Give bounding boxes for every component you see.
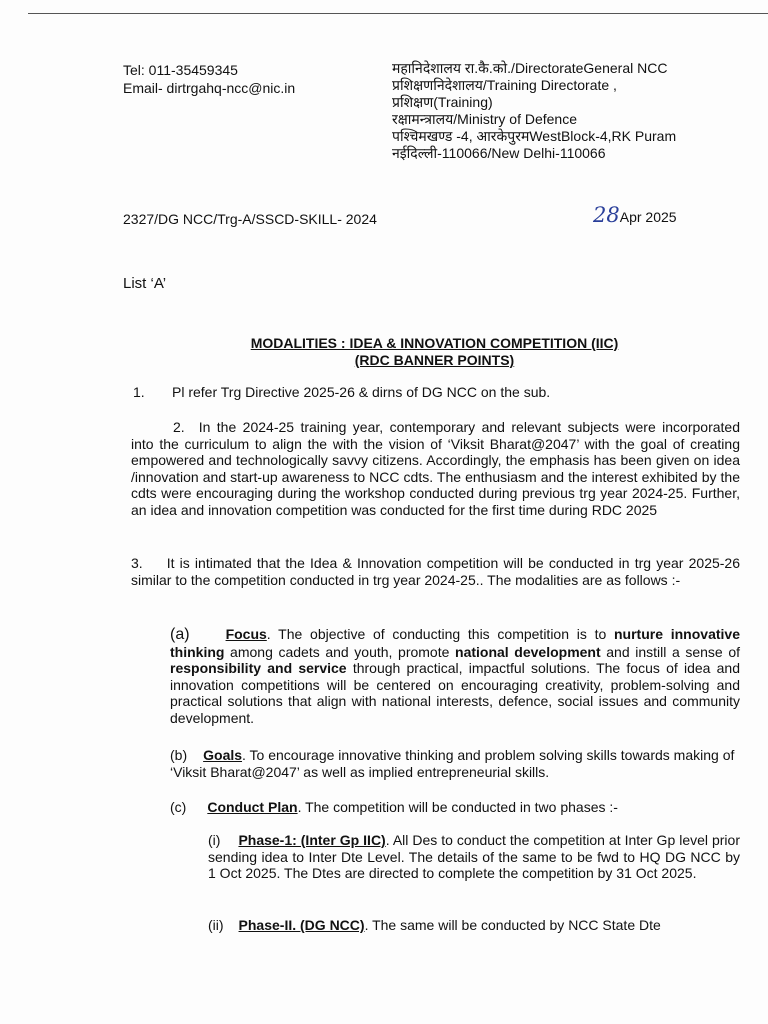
address-line: प्रशिक्षण(Training)	[392, 94, 493, 110]
focus-text-4: through practical, impactful solutions. The focus of idea and innovation competitions will be centered on encouraging creativity, problem-solving and practical solutions that align with national interests, defence, social issues and community development.	[170, 660, 740, 726]
sub-para-a	[170, 626, 740, 726]
top-rule	[28, 13, 768, 14]
address-line: प्रशिक्षणनिदेशालय/Training Directorate ,	[392, 77, 617, 93]
title-line-2: (RDC BANNER POINTS)	[354, 352, 515, 368]
address-line: नईदिल्ली-110066/New Delhi-110066	[392, 145, 606, 161]
para-2-text: In the 2024-25 training year, contemporary and relevant subjects were incorporated into the curriculum to align the with the vision of ‘Viksit Bharat@2047’ with the goal of creating empowered and technologically savvy citizens. Accordingly, the emphasis has been given on idea /innovation and start-up awareness to NCC cdts. The enthusiasm and the interest exhibited by the cdts were encouraging during the workshop conducted during previous trg year 2024-25. Further, an idea and innovation competition was conducted for the first time during RDC 2025	[131, 419, 740, 518]
handwritten-day: 28	[593, 203, 620, 227]
phase-1-label: (i)	[208, 832, 221, 848]
conduct-plan-text: . The competition will be conducted in two phases :-	[297, 799, 618, 815]
letter-date	[593, 203, 677, 227]
focus-text-3: and instill a sense of	[600, 643, 741, 660]
document-title	[123, 335, 746, 369]
goals-heading: Goals	[203, 747, 243, 763]
email: Email- dirtrgahq-ncc@nic.in	[123, 80, 296, 96]
conduct-plan-heading: Conduct Plan	[207, 799, 298, 815]
phase-1-item	[208, 832, 740, 882]
para-3-text: It is intimated that the Idea & Innovation competition will be conducted in trg year 2025-26 similar to the competition conducted in trg year 2024-25.. The modalities are as follows :-	[131, 555, 740, 588]
para-3-number: 3.	[131, 555, 143, 571]
list-label: List ‘A’	[123, 275, 167, 292]
goals-text: . To encourage innovative thinking and problem solving skills towards making of ‘Viksit Bharat@2047’ as well as implied entrepreneurial skills.	[170, 747, 735, 780]
sub-para-a-label: (a)	[170, 626, 190, 643]
para-3	[131, 555, 740, 588]
date-month-year: Apr 2025	[619, 209, 677, 225]
focus-bold-2: national development	[455, 643, 601, 660]
para-2	[131, 419, 740, 518]
para-1-number: 1.	[133, 384, 145, 400]
sub-para-b	[170, 747, 740, 780]
sub-para-c	[170, 799, 618, 816]
para-2-number: 2.	[173, 419, 185, 435]
address-line: रक्षामन्त्रालय/Ministry of Defence	[392, 111, 577, 127]
address-line: महानिदेशालय रा.कै.को./DirectorateGeneral NCC	[392, 60, 668, 76]
focus-text-2: among cadets and youth, promote	[224, 643, 456, 660]
address-block	[392, 60, 676, 162]
phase-2-item	[208, 917, 661, 934]
para-1-text: Pl refer Trg Directive 2025-26 & dirns of DG NCC on the sub.	[172, 384, 551, 400]
address-line: पश्चिमखण्ड -4, आरकेपुरमWestBlock-4,RK Puram	[392, 128, 677, 144]
sub-para-c-label: (c)	[170, 799, 187, 815]
focus-bold-1: nurture innovative thinking	[170, 626, 740, 660]
reference-number: 2327/DG NCC/Trg-A/SSCD-SKILL- 2024	[123, 211, 377, 227]
focus-bold-3: responsibility and service	[170, 660, 347, 676]
sub-para-b-label: (b)	[170, 747, 188, 763]
phase-1-text: . All Des to conduct the competition at Inter Gp level prior sending idea to Inter Dte Level. The details of the same to be fwd to HQ DG NCC by 1 Oct 2025. The Dtes are directed to complete the competition by 31 Oct 2025.	[208, 832, 740, 881]
telephone: Tel: 011-35459345	[123, 62, 238, 78]
phase-2-heading: Phase-II. (DG NCC)	[238, 917, 365, 933]
phase-2-label: (ii)	[208, 917, 224, 933]
phase-1-heading: Phase-1: (Inter Gp IIC)	[238, 832, 386, 848]
focus-text-1: . The objective of conducting this competition is to	[266, 626, 614, 642]
phase-2-text: . The same will be conducted by NCC State Dte	[364, 917, 661, 933]
title-line-1: MODALITIES : IDEA & INNOVATION COMPETITION (IIC)	[250, 335, 619, 351]
focus-heading: Focus	[225, 626, 267, 642]
